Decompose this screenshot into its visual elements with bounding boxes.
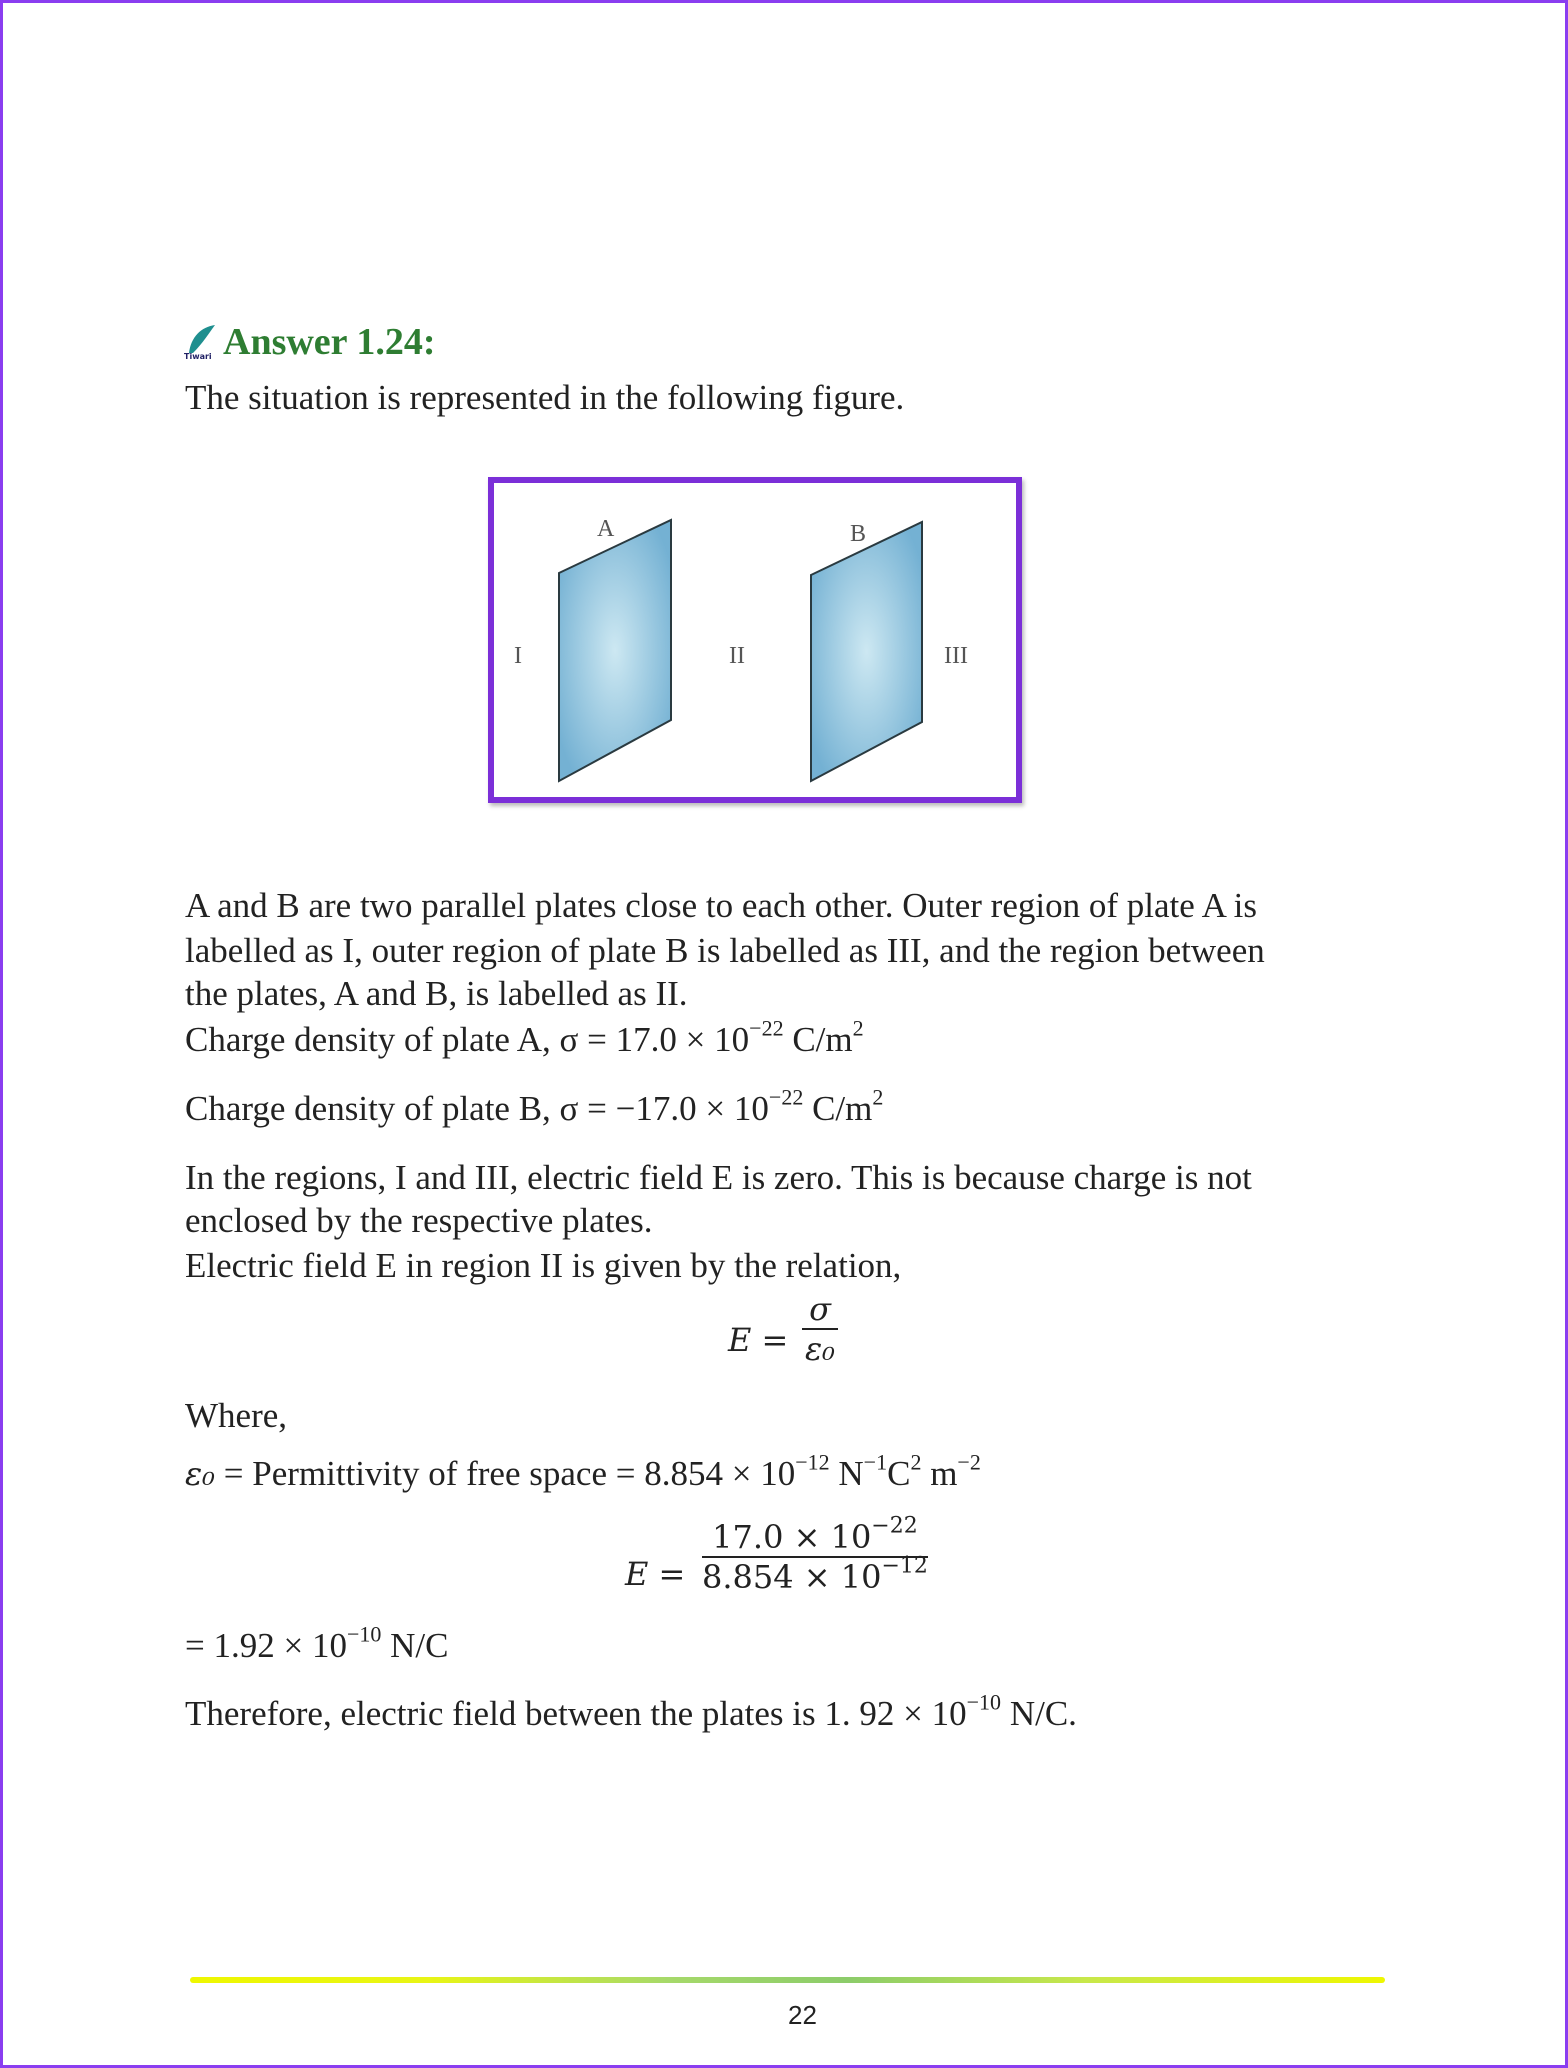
svg-text:Tiwari: Tiwari: [184, 352, 212, 361]
charge-density-b: Charge density of plate B, $\sigma = -17.0 \times 10^{-22}$ $C/m^2$: [185, 1084, 884, 1128]
where-label: Where,: [185, 1396, 288, 1435]
label-region-3: III: [944, 643, 968, 669]
para1-line2: labelled as I, outer region of plate B is labelled as III, and the region between: [185, 931, 1265, 970]
eq2-fraction: $17.0 \times 10^{-22}$ $8.854 \times 10^{-12}$: [702, 1513, 928, 1596]
footer-rule: [190, 1977, 1385, 1983]
eq2-lhs: E =: [625, 1555, 686, 1593]
plate-b: [811, 522, 922, 781]
intro-text: The situation is represented in the following figure.: [185, 378, 905, 417]
page-number: 22: [788, 2000, 817, 2030]
label-b: B: [850, 521, 867, 547]
parallel-plates-figure: [488, 477, 1022, 803]
para1-line3: the plates, A and B, is labelled as II.: [185, 974, 688, 1013]
para2-line3: Electric field E in region II is given by the relation,: [185, 1246, 902, 1285]
label-a: A: [597, 516, 615, 542]
label-region-1: I: [514, 643, 522, 669]
result-line: = $1.92 \times 10^{-10}$ N/C: [185, 1621, 449, 1665]
permittivity-line: ε₀ = Permittivity of free space = $8.854 \times 10^{-12}$ $N^{-1}C^2$ $m^{-2}$: [185, 1449, 981, 1493]
eq1-fraction: σ ε₀: [802, 1290, 838, 1368]
answer-heading: [181, 320, 436, 364]
label-region-2: II: [729, 643, 745, 669]
para2-line1: In the regions, I and III, electric field E is zero. This is because charge is not: [185, 1158, 1252, 1197]
para2-line2: enclosed by the respective plates.: [185, 1201, 653, 1240]
para1-line1: A and B are two parallel plates close to each other. Outer region of plate A is: [185, 886, 1258, 925]
eq1-lhs: E =: [728, 1321, 789, 1359]
conclusion-line: Therefore, electric field between the plates is 1. $92 \times 10^{-10}$ N/C.: [185, 1689, 1077, 1733]
plate-a: [559, 520, 671, 781]
quill-logo-icon: [181, 323, 219, 361]
answer-title: Answer 1.24:: [223, 321, 436, 363]
charge-density-a: Charge density of plate A, $\sigma = 17.0 \times 10^{-22}$ $C/m^2$: [185, 1015, 864, 1059]
